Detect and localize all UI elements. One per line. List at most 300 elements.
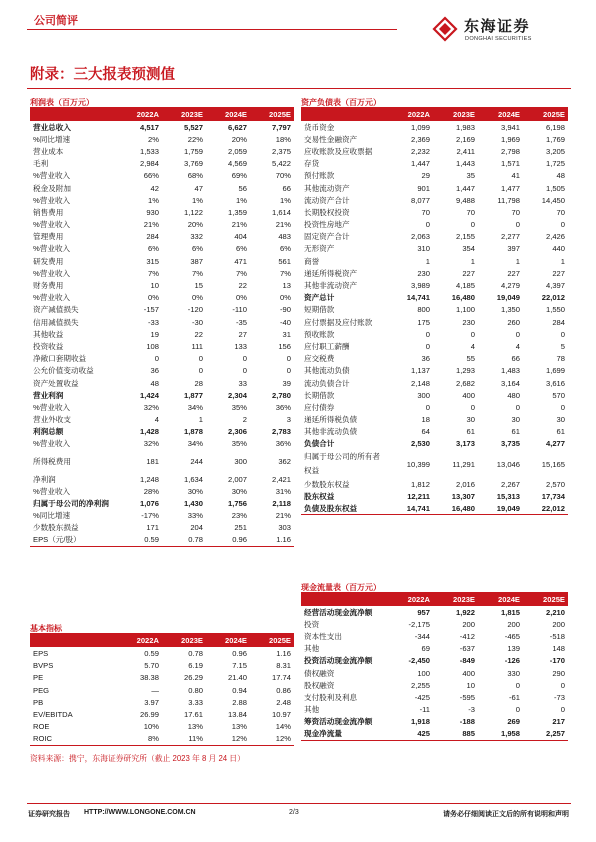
row-label: %营业收入 xyxy=(33,293,71,303)
cell-value: 290 xyxy=(552,668,565,678)
table-row xyxy=(30,243,294,255)
row-label: 流动资产合计 xyxy=(304,195,350,205)
column-header: 2023E xyxy=(433,108,478,121)
cell-value: 31% xyxy=(275,486,291,496)
table-row xyxy=(301,279,568,291)
row-label: 营业成本 xyxy=(33,146,64,156)
cell-value: 0% xyxy=(192,293,203,303)
cell-value: 34% xyxy=(187,402,203,412)
cell-value: -120 xyxy=(187,305,203,315)
row-label: 营业利润 xyxy=(33,390,64,400)
cell-value: 3,989 xyxy=(410,281,430,291)
cell-value: 19,049 xyxy=(478,502,523,514)
cell-value: 35% xyxy=(231,402,247,412)
table-header-row xyxy=(301,108,568,121)
cell-value: 2,267 xyxy=(500,479,520,489)
cell-value: 1,958 xyxy=(478,728,523,740)
cell-value: 30 xyxy=(466,415,475,425)
table-row xyxy=(301,606,568,618)
cell-value: 64 xyxy=(421,427,430,437)
cell-value: 1,443 xyxy=(455,159,475,169)
cell-value: 1% xyxy=(192,195,203,205)
cell-value: 36% xyxy=(275,402,291,412)
cell-value: 570 xyxy=(552,390,565,400)
row-label: 毛利 xyxy=(33,159,49,169)
cell-value: 4 xyxy=(515,341,520,351)
cell-value: 33% xyxy=(187,511,203,521)
cell-value: 0 xyxy=(515,705,520,715)
metrics-title: 基本指标 xyxy=(30,623,294,634)
table-row xyxy=(30,292,294,304)
cell-value: 2,155 xyxy=(455,232,475,242)
table-row xyxy=(30,721,294,733)
cell-value: 0% xyxy=(236,293,247,303)
cell-value: 1,550 xyxy=(545,305,565,315)
report-category: 公司简评 xyxy=(34,15,78,27)
cell-value: 0 xyxy=(560,220,565,230)
cell-value: 2.88 xyxy=(232,697,247,707)
cell-value: 1,483 xyxy=(500,366,520,376)
cell-value: 22 xyxy=(194,329,203,339)
cell-value: 13 xyxy=(282,281,291,291)
cell-value: 0.96 xyxy=(232,648,247,658)
table-row xyxy=(30,377,294,389)
cell-value: 1,505 xyxy=(545,183,565,193)
row-label: 筹资活动现金流净额 xyxy=(304,717,373,727)
cell-value: 2% xyxy=(148,134,159,144)
cell-value: 39 xyxy=(282,378,291,388)
column-header: 2022A xyxy=(388,108,433,121)
table-header-row xyxy=(30,634,294,647)
cell-value: 2,007 xyxy=(227,474,247,484)
cell-value: 227 xyxy=(507,268,520,278)
cell-value: 284 xyxy=(146,232,159,242)
cell-value: 200 xyxy=(462,619,475,629)
cell-value: 0 xyxy=(425,329,430,339)
cell-value: 200 xyxy=(507,619,520,629)
row-label: 递延所得税负债 xyxy=(304,415,358,425)
cell-value: 22,012 xyxy=(523,502,568,514)
table-row xyxy=(30,170,294,182)
table-row xyxy=(301,182,568,194)
cell-value: 10 xyxy=(466,680,475,690)
cell-value: 38.38 xyxy=(139,673,159,683)
table-row xyxy=(30,401,294,413)
column-header xyxy=(30,108,118,121)
cell-value: 0.80 xyxy=(188,685,203,695)
cell-value: 42 xyxy=(150,183,159,193)
cell-value: 30% xyxy=(231,486,247,496)
cell-value: 35% xyxy=(231,439,247,449)
table-row xyxy=(30,133,294,145)
table-row xyxy=(301,121,568,133)
cell-value: -73 xyxy=(554,692,565,702)
table-row xyxy=(301,353,568,365)
row-label: 其他非流动资产 xyxy=(304,281,358,291)
row-label: 股权融资 xyxy=(304,680,335,690)
table-row xyxy=(301,365,568,377)
table-row xyxy=(30,231,294,243)
cell-value: 3,735 xyxy=(500,439,520,449)
cell-value: 23% xyxy=(231,511,247,521)
cell-value: -11 xyxy=(419,705,430,715)
cell-value: 0.86 xyxy=(276,685,291,695)
cell-value: 1,815 xyxy=(500,607,520,617)
cell-value: 4,397 xyxy=(545,281,565,291)
header-divider xyxy=(27,29,397,30)
cell-value: 0 xyxy=(198,354,203,364)
table-row xyxy=(30,672,294,684)
cell-value: 13% xyxy=(231,722,247,732)
cell-value: 2,148 xyxy=(410,378,430,388)
cell-value: -2,450 xyxy=(408,656,430,666)
table-row xyxy=(30,522,294,534)
cell-value: 0.78 xyxy=(162,534,206,546)
row-label: BVPS xyxy=(33,660,54,670)
row-label: 投资活动现金流净额 xyxy=(304,656,373,666)
cell-value: 0 xyxy=(198,366,203,376)
table-row xyxy=(30,328,294,340)
table-row xyxy=(30,267,294,279)
cell-value: 32% xyxy=(143,402,159,412)
cell-value: 5,527 xyxy=(183,122,203,132)
cell-value: 2,210 xyxy=(545,607,565,617)
cell-value: 354 xyxy=(462,244,475,254)
cell-value: 440 xyxy=(552,244,565,254)
column-header: 2022A xyxy=(118,108,162,121)
column-header: 2024E xyxy=(206,108,250,121)
income-statement-table xyxy=(30,108,294,547)
cell-value: 2,277 xyxy=(500,232,520,242)
section-divider xyxy=(27,88,571,89)
cell-value: 10 xyxy=(150,281,159,291)
cell-value: 11,291 xyxy=(452,459,475,469)
cell-value: 156 xyxy=(278,341,291,351)
cell-value: 4 xyxy=(154,415,159,425)
table-row xyxy=(30,510,294,522)
cell-value: -126 xyxy=(504,656,520,666)
row-label: 投资收益 xyxy=(33,341,64,351)
cell-value: 244 xyxy=(190,457,203,467)
table-row xyxy=(301,704,568,716)
cell-value: 3,173 xyxy=(455,439,475,449)
row-label: EPS（元/股） xyxy=(30,534,118,546)
cell-value: 1,769 xyxy=(545,134,565,144)
table-row xyxy=(301,243,568,255)
cell-value: 0 xyxy=(286,354,291,364)
cell-value: 0 xyxy=(560,402,565,412)
table-row xyxy=(301,158,568,170)
cell-value: 20% xyxy=(231,134,247,144)
cell-value: 21% xyxy=(275,511,291,521)
row-label: 其他收益 xyxy=(33,329,64,339)
cell-value: 22 xyxy=(238,281,247,291)
row-label: 其他 xyxy=(304,644,320,654)
cell-value: 1,634 xyxy=(183,474,203,484)
table-row xyxy=(30,158,294,170)
cell-value: -465 xyxy=(504,631,520,641)
cell-value: 4,277 xyxy=(545,439,565,449)
cell-value: 4,185 xyxy=(455,281,475,291)
cell-value: 70 xyxy=(511,207,520,217)
cell-value: 1,725 xyxy=(545,159,565,169)
cell-value: 29 xyxy=(421,171,430,181)
row-label: 现金净流量 xyxy=(301,728,388,740)
cell-value: 11,798 xyxy=(497,195,520,205)
row-label: EPS xyxy=(33,648,49,658)
cash-flow-section xyxy=(301,582,568,741)
column-header: 2025E xyxy=(523,108,568,121)
cell-value: 18% xyxy=(275,134,291,144)
row-label: 财务费用 xyxy=(33,281,64,291)
cell-value: 100 xyxy=(417,668,430,678)
cell-value: 0 xyxy=(515,680,520,690)
row-label: 其他 xyxy=(304,705,320,715)
table-row xyxy=(301,438,568,450)
row-label: PE xyxy=(33,673,44,683)
row-label: 固定资产合计 xyxy=(304,232,350,242)
cell-value: 68% xyxy=(187,171,203,181)
cell-value: 251 xyxy=(234,523,247,533)
cell-value: 0 xyxy=(425,402,430,412)
cell-value: 12% xyxy=(206,733,250,745)
cell-value: 425 xyxy=(388,728,433,740)
cell-value: 7% xyxy=(148,268,159,278)
table-row xyxy=(301,426,568,438)
cell-value: 1% xyxy=(280,195,291,205)
cell-value: 31 xyxy=(282,329,291,339)
cell-value: 5.70 xyxy=(144,660,159,670)
cell-value: 66% xyxy=(143,171,159,181)
cell-value: 35 xyxy=(466,171,475,181)
cell-value: 3 xyxy=(286,415,291,425)
row-label: 短期借款 xyxy=(304,305,335,315)
cell-value: -849 xyxy=(459,656,475,666)
cell-value: 3.97 xyxy=(144,697,159,707)
row-label: %营业收入 xyxy=(33,486,71,496)
footer-disclaimer: 请务必仔细阅读正文后的所有说明和声明 xyxy=(443,811,569,818)
cell-value: 8% xyxy=(118,733,162,745)
table-row xyxy=(301,450,568,478)
cell-value: 26.29 xyxy=(183,673,203,683)
cell-value: 13% xyxy=(187,722,203,732)
row-label: 应收账款及应收票据 xyxy=(304,146,373,156)
table-row xyxy=(301,401,568,413)
cell-value: 0 xyxy=(242,354,247,364)
table-row xyxy=(30,485,294,497)
cell-value: 70 xyxy=(466,207,475,217)
cell-value: 332 xyxy=(190,232,203,242)
column-header: 2024E xyxy=(478,108,523,121)
row-label: 税金及附加 xyxy=(33,183,71,193)
cell-value: 18 xyxy=(421,415,430,425)
cell-value: 133 xyxy=(234,341,247,351)
cell-value: 3.33 xyxy=(188,697,203,707)
cell-value: 17,734 xyxy=(541,491,565,501)
cell-value: 387 xyxy=(190,256,203,266)
metrics-section xyxy=(30,623,294,746)
cell-value: 1 xyxy=(198,415,203,425)
cell-value: 1,812 xyxy=(410,479,430,489)
cell-value: 4,569 xyxy=(227,159,247,169)
cell-value: 66 xyxy=(282,183,291,193)
cell-value: 0 xyxy=(470,220,475,230)
cell-value: 483 xyxy=(278,232,291,242)
row-label: 支付股利及利息 xyxy=(304,692,358,702)
cell-value: 0 xyxy=(515,329,520,339)
table-row xyxy=(301,316,568,328)
cell-value: 17.74 xyxy=(271,673,291,683)
cell-value: 0.78 xyxy=(188,648,203,658)
cell-value: 330 xyxy=(507,668,520,678)
cell-value: 14% xyxy=(275,722,291,732)
cell-value: 6% xyxy=(236,244,247,254)
cell-value: 1,424 xyxy=(139,390,159,400)
cell-value: -637 xyxy=(459,644,475,654)
cell-value: 17.61 xyxy=(183,710,203,720)
cell-value: 0 xyxy=(470,402,475,412)
cell-value: 310 xyxy=(417,244,430,254)
cell-value: 269 xyxy=(507,717,520,727)
balance-sheet-title: 资产负债表（百万元） xyxy=(301,97,568,108)
cell-value: 3,164 xyxy=(500,378,520,388)
row-label: 无形资产 xyxy=(304,244,335,254)
cell-value: 0 xyxy=(560,680,565,690)
table-row xyxy=(301,490,568,502)
cell-value: 55 xyxy=(466,354,475,364)
row-label: 公允价值变动收益 xyxy=(33,366,94,376)
table-row xyxy=(301,231,568,243)
table-row xyxy=(301,679,568,691)
table-row xyxy=(30,206,294,218)
cell-value: 7% xyxy=(192,268,203,278)
row-label: %同比增速 xyxy=(33,134,71,144)
cell-value: 21.40 xyxy=(227,673,247,683)
row-label: %营业收入 xyxy=(33,195,71,205)
cell-value: 19 xyxy=(150,329,159,339)
cell-value: 108 xyxy=(146,341,159,351)
cell-value: 3,205 xyxy=(545,146,565,156)
cell-value: 200 xyxy=(552,619,565,629)
row-label: 应付债券 xyxy=(304,402,335,412)
cell-value: 48 xyxy=(556,171,565,181)
cell-value: 2,783 xyxy=(271,427,291,437)
cell-value: 1,100 xyxy=(455,305,475,315)
cell-value: 0 xyxy=(286,366,291,376)
cell-value: 471 xyxy=(234,256,247,266)
row-label: ROIC xyxy=(30,733,118,745)
row-label: 负债及股东权益 xyxy=(301,502,388,514)
source-note: 资料来源：携宁，东海证券研究所（截止 2023 年 8 月 24 日） xyxy=(30,754,245,763)
column-header: 2023E xyxy=(162,108,206,121)
cell-value: 901 xyxy=(417,183,430,193)
table-row xyxy=(30,219,294,231)
table-row xyxy=(30,340,294,352)
balance-sheet-table xyxy=(301,108,568,515)
row-label: 净利润 xyxy=(33,474,56,484)
cell-value: 1,759 xyxy=(183,146,203,156)
cell-value: -518 xyxy=(549,631,565,641)
cell-value: 4,517 xyxy=(139,122,159,132)
table-row xyxy=(30,438,294,450)
cell-value: 1 xyxy=(470,256,475,266)
cell-value: 1,447 xyxy=(410,159,430,169)
income-statement-title: 利润表（百万元） xyxy=(30,97,294,108)
income-statement-section xyxy=(30,97,294,547)
cell-value: -17% xyxy=(141,511,159,521)
cell-value: 21% xyxy=(143,220,159,230)
cell-value: 2,169 xyxy=(455,134,475,144)
cell-value: 10,399 xyxy=(406,459,430,469)
cell-value: 2,570 xyxy=(545,479,565,489)
cell-value: 2,984 xyxy=(139,159,159,169)
cell-value: 0% xyxy=(280,293,291,303)
row-label: 营业总收入 xyxy=(33,122,71,132)
cell-value: 139 xyxy=(507,644,520,654)
section-title: 附录：三大报表预测值 xyxy=(30,67,175,83)
cell-value: 300 xyxy=(234,457,247,467)
cell-value: -35 xyxy=(236,317,247,327)
cell-value: 11% xyxy=(162,733,206,745)
cell-value: 1,428 xyxy=(139,427,159,437)
cell-value: 36 xyxy=(150,366,159,376)
table-row xyxy=(30,534,294,546)
cell-value: 227 xyxy=(552,268,565,278)
row-label: %营业收入 xyxy=(33,244,71,254)
row-label: 流动负债合计 xyxy=(304,378,350,388)
company-logo xyxy=(432,14,572,50)
cell-value: 1,922 xyxy=(455,607,475,617)
cell-value: 227 xyxy=(462,268,475,278)
cell-value: 3,941 xyxy=(500,122,520,132)
row-label: 预付账款 xyxy=(304,171,335,181)
table-row xyxy=(301,328,568,340)
cell-value: -188 xyxy=(459,717,475,727)
cell-value: 15,313 xyxy=(496,491,520,501)
cell-value: 48 xyxy=(150,378,159,388)
cell-value: 70 xyxy=(556,207,565,217)
row-label: 其他非流动负债 xyxy=(304,427,358,437)
cell-value: 1,699 xyxy=(545,366,565,376)
table-row xyxy=(301,502,568,514)
table-row xyxy=(30,194,294,206)
cell-value: 1% xyxy=(148,195,159,205)
cell-value: 1,350 xyxy=(500,305,520,315)
cell-value: 2,257 xyxy=(523,728,568,740)
table-row xyxy=(301,170,568,182)
cell-value: 0 xyxy=(425,220,430,230)
row-label: %营业收入 xyxy=(33,220,71,230)
cell-value: 1.16 xyxy=(276,648,291,658)
row-label: 少数股东权益 xyxy=(304,479,350,489)
row-label: 归属于母公司的所有者权益 xyxy=(304,452,380,476)
row-label: %营业收入 xyxy=(33,439,71,449)
footer-report-type: 证券研究报告 xyxy=(28,811,70,818)
cell-value: -61 xyxy=(509,692,520,702)
table-row xyxy=(301,414,568,426)
table-row xyxy=(30,279,294,291)
table-row xyxy=(30,497,294,509)
row-label: 所得税费用 xyxy=(33,456,71,466)
cell-value: 230 xyxy=(462,317,475,327)
column-header: 2022A xyxy=(118,634,162,647)
row-label: 经营活动现金流净额 xyxy=(304,607,373,617)
row-label: 其他流动负债 xyxy=(304,366,350,376)
cell-value: 26.99 xyxy=(139,710,159,720)
footer-website-link[interactable]: HTTP://WWW.LONGONE.COM.CN xyxy=(84,809,196,816)
cell-value: 2,306 xyxy=(227,427,247,437)
table-row xyxy=(30,450,294,473)
